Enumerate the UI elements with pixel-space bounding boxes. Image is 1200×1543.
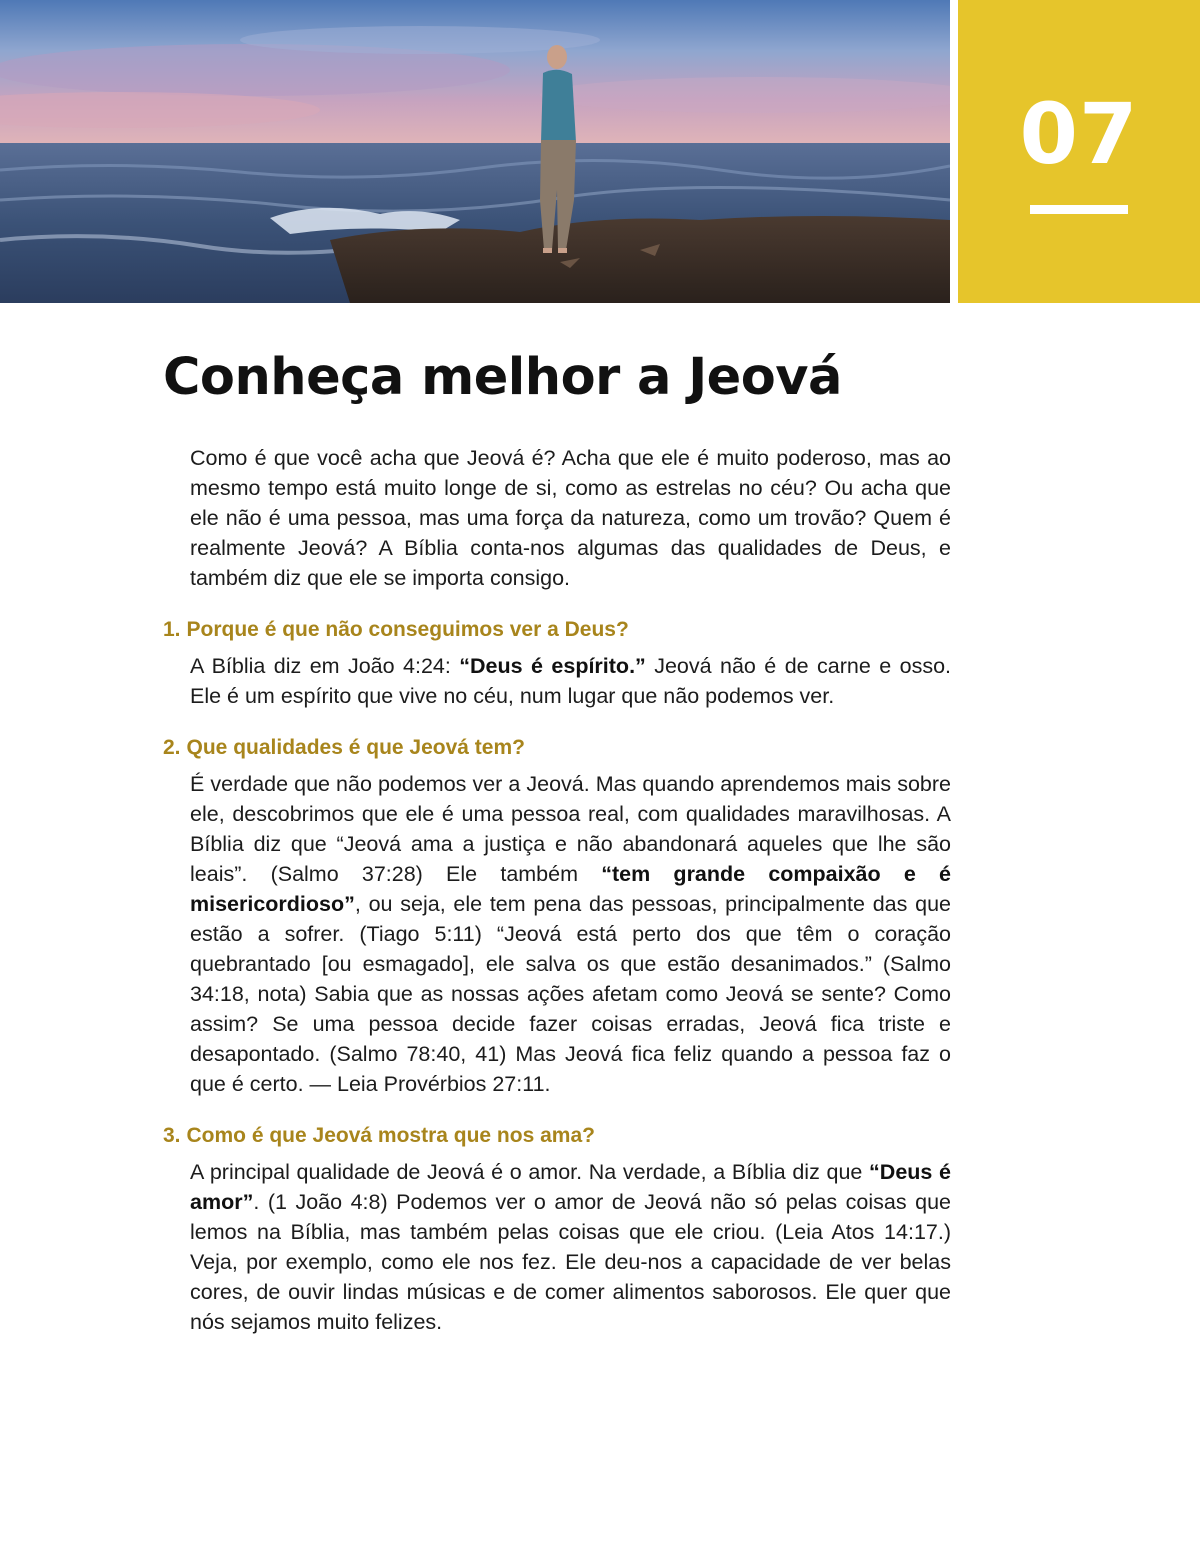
answer-1-part-1: A Bíblia diz em João 4:24: xyxy=(190,654,460,678)
hero-photo-man-by-sea xyxy=(0,0,950,303)
answer-3-part-1: A principal qualidade de Jeová é o amor. Na verdade, a Bíblia diz que xyxy=(190,1160,870,1184)
lesson-number-underline xyxy=(1030,205,1128,214)
lesson-number-block xyxy=(958,0,1200,303)
answer-3-bold-quote: “Deus é amor” xyxy=(190,1160,951,1214)
lesson-number: 07 xyxy=(1019,85,1139,183)
answer-1-bold-quote: “Deus é espírito.” xyxy=(459,654,646,678)
question-3-number: 3. xyxy=(163,1124,181,1147)
answer-2 xyxy=(190,769,951,1099)
answer-3 xyxy=(190,1157,951,1337)
lesson-content xyxy=(163,443,951,1337)
question-2-text: Que qualidades é que Jeová tem? xyxy=(186,736,525,759)
answer-3-part-2: . (1 João 4:8) Podemos ver o amor de Jeová não só pelas coisas que lemos na Bíblia, mas também pelas coisas que ele criou. (Leia Atos 14:17.) Veja, por exemplo, como ele nos fez. Ele deu-nos a capacidade de ver belas cores, de ouvir lindas músicas e de comer alimentos saborosos. Ele quer que nós sejamos muito felizes. xyxy=(190,1190,951,1334)
intro-paragraph: Como é que você acha que Jeová é? Acha que ele é muito poderoso, mas ao mesmo tempo está muito longe de si, como as estrelas no céu? Ou acha que ele não é uma pessoa, mas uma força da natureza, como um trovão? Quem é realmente Jeová? A Bíblia conta-nos algumas das qualidades de Deus, e também diz que ele se importa consigo. xyxy=(190,446,951,590)
question-1-text: Porque é que não conseguimos ver a Deus? xyxy=(186,618,629,641)
page-title: Conheça melhor a Jeová xyxy=(163,348,842,407)
question-1 xyxy=(163,615,951,645)
answer-1-part-2: Jeová não é de carne e osso. Ele é um espírito que vive no céu, num lugar que não podemos ver. xyxy=(190,654,952,708)
question-1-number: 1. xyxy=(163,618,181,641)
answer-1 xyxy=(190,651,951,711)
question-2-number: 2. xyxy=(163,736,181,759)
answer-2-bold-quote: “tem grande compaixão e é misericordioso” xyxy=(190,862,951,916)
question-2 xyxy=(163,733,951,763)
answer-2-part-2: , ou seja, ele tem pena das pessoas, principalmente das que estão a sofrer. (Tiago 5:11) “Jeová está perto dos que têm o coração quebrantado [ou esmagado], ele salva os que estão desanimados.” (Salmo 34:18, nota) Sabia que as nossas ações afetam como Jeová se sente? Como assim? Se uma pessoa decide fazer coisas erradas, Jeová fica triste e desapontado. (Salmo 78:40, 41) Mas Jeová fica feliz quando a pessoa faz o que é certo. — Leia Provérbios 27:11. xyxy=(190,892,951,1096)
question-3 xyxy=(163,1121,951,1151)
answer-2-part-1: É verdade que não podemos ver a Jeová. Mas quando aprendemos mais sobre ele, descobrimos que ele é uma pessoa real, com qualidades maravilhosas. A Bíblia diz que “Jeová ama a justiça e não abandonará aqueles que lhe são leais”. (Salmo 37:28) Ele também xyxy=(190,772,951,886)
question-3-text: Como é que Jeová mostra que nos ama? xyxy=(186,1124,595,1147)
